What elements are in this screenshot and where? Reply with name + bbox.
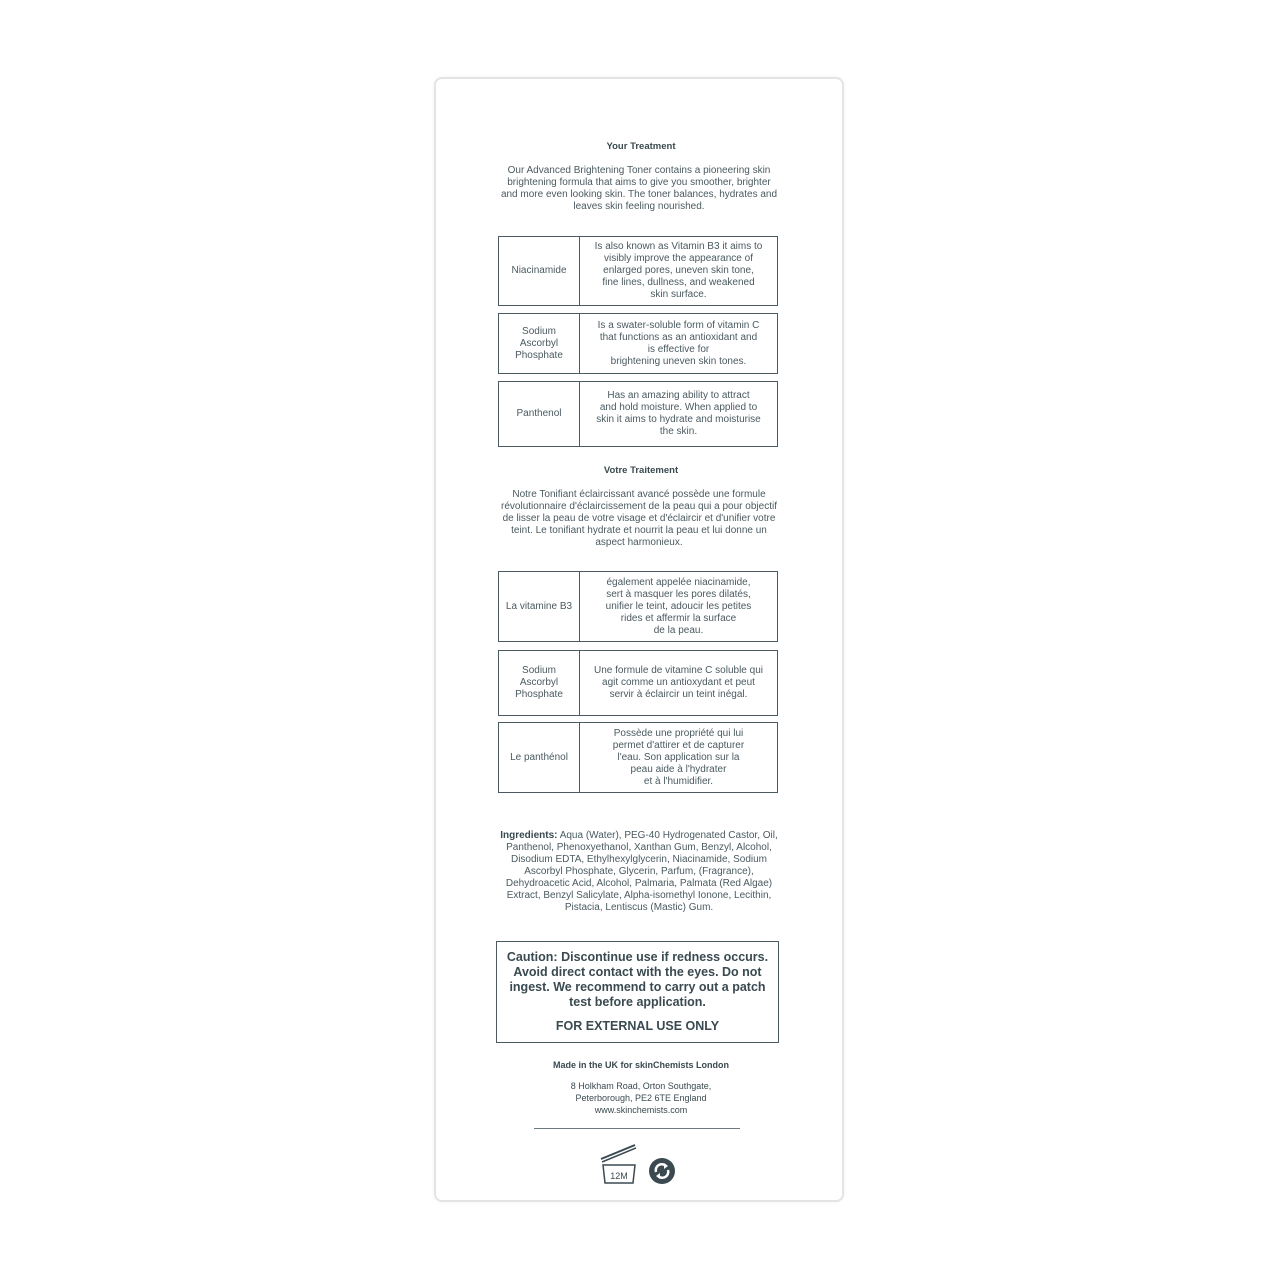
ingredient-desc: Has an amazing ability to attract and hold moisture. When applied to skin it aims to hydrate and moisturise the skin. [596,390,761,437]
ingredient-desc: Une formule de vitamine C soluble qui agit comme un antioxydant et peut servir à éclaircir un teint inégal. [594,665,763,700]
ingredient-desc: Is also known as Vitamin B3 it aims to visibly improve the appearance of enlarged pores, uneven skin tone, fine lines, dullness, and weakened skin surface. [594,241,763,300]
caution-box [496,941,779,1043]
made-in-label: Made in the UK for skinChemists London [552,1060,729,1070]
ingredients-label: Ingredients: [500,830,558,841]
en-heading: Your Treatment [606,141,676,152]
ingredient-desc: également appelée niacinamide, sert à masquer les pores dilatés, unifier le teint, adoucir les petites rides et affermir la surface de la peau. [605,576,752,636]
ingredient-name: Niacinamide [499,237,580,305]
address-line-2: Peterborough, PE2 6TE England [575,1093,707,1103]
ingredient-name: Panthenol [499,382,580,446]
ingredient-name: La vitamine B3 [499,572,580,641]
en-table-row [498,381,778,447]
website-link: www.skinchemists.com [594,1105,688,1115]
fr-heading: Votre Traitement [603,465,679,476]
external-use-label: FOR EXTERNAL USE ONLY [555,1019,720,1033]
divider [534,1128,740,1129]
fr-table-row [498,722,778,793]
ingredient-desc: Possède une propriété qui lui permet d'attirer et de capturer l'eau. Son application sur la peau aide à l'hydrater et à l'humidifier. [612,727,745,787]
pao-label: 12M [610,1171,628,1181]
recycle-icon [648,1157,676,1185]
en-table-row [498,313,778,374]
ingredient-name: Sodium Ascorbyl Phosphate [499,651,580,715]
ingredients-text: Aqua (Water), PEG-40 Hydrogenated Castor, Oil, Panthenol, Phenoxyethanol, Xanthan Gum, Benzyl, Alcohol, Disodium EDTA, Ethylhexylglycerin, Niacinamide, Sodium Ascorbyl Phosphate, Glycerin, Parfum, (Fragrance), Dehydroacetic Acid, Alcohol, Palmaria, Palmata (Red Algae) Extract, Benzyl Salicylate, Alpha-isomethyl Ionone, Lecithin, Pistacia, Lentiscus (Mastic) Gum. [505,830,778,913]
ingredient-name: Le panthénol [499,723,580,792]
ingredient-desc: Is a swater-soluble form of vitamin C that functions as an antioxidant and is effective for brightening uneven skin tones. [597,319,760,367]
fr-intro: Notre Tonifiant éclaircissant avancé possède une formule révolutionnaire d'éclaircissement de la peau qui a pour objectif de lisser la peau de votre visage et d'éclaircir et d'unifier votre teint. Le tonifiant hydrate et nourrit la peau et lui donne un aspect harmonieux. [501,489,777,548]
en-intro: Our Advanced Brightening Toner contains a pioneering skin brightening formula that aims to give you smoother, brighter and more even looking skin. The toner balances, hydrates and leaves skin feeling nourished. [500,165,778,212]
maker-address [436,1080,846,1116]
caution-text: Caution: Discontinue use if redness occurs. Avoid direct contact with the eyes. Do not ingest. We recommend to carry out a patch test before application. [506,950,769,1009]
fr-table-row [498,650,778,716]
product-box-back [434,77,844,1202]
ingredients-list [498,830,780,914]
ingredient-name: Sodium Ascorbyl Phosphate [499,314,580,373]
fr-table-row [498,571,778,642]
address-line-1: 8 Holkham Road, Orton Southgate, [570,1081,712,1091]
en-table-row [498,236,778,306]
